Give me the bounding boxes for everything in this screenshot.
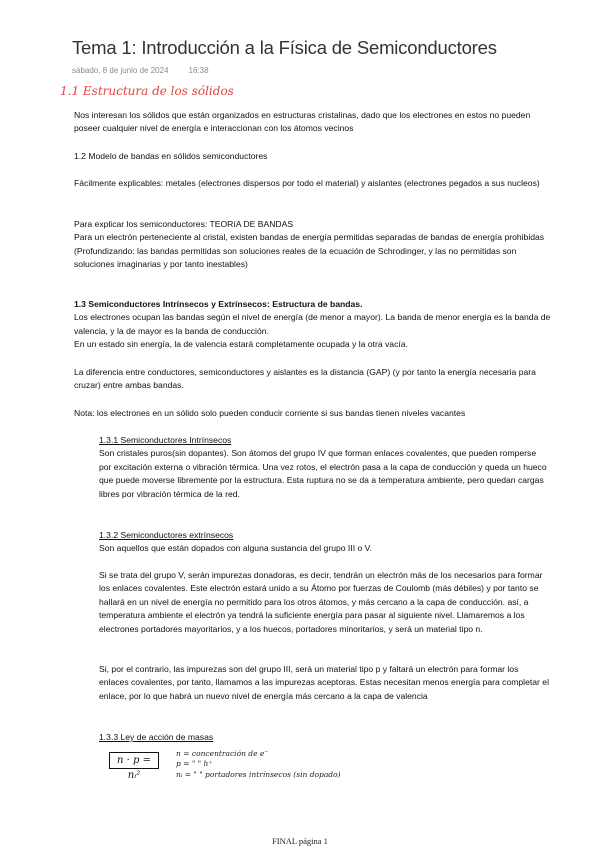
section-1-3-1: 1.3.1 Semiconductores Intrínsecos Son cristales puros(sin dopantes). Son átomos del grupo IV que forman enlaces covalentes, que pueden romperse por excitación externa o vibración térmica. Una vez rotos, el electrón pasa a la capa de conducción y queda un hueco que puede moverse libremente por la estructura. Esta ruptura no se da a temperatura ambiente, pero quedan cargas libres por vibración térmica de la red.	[99, 434, 549, 501]
page-date: sábado, 8 de junio de 2024	[72, 66, 169, 75]
section-1-3-heading: 1.3 Semiconductores Intrínsecos y Extrínsecos: Estructura de bandas.	[74, 299, 363, 309]
intro-paragraph: Nos interesan los sólidos que están organizados en estructuras cristalinas, dado que los electrones en estos no pueden poseer cualquier nivel de energía e interaccionan con los átomos vecinos	[74, 110, 531, 134]
formula-note-n: n = concentración de e⁻	[176, 749, 269, 758]
section-1-3-3-heading: 1.3.3 Ley de acción de masas	[99, 732, 214, 742]
section-1-3-2-heading: 1.3.2 Semiconductores extrínsecos	[99, 530, 234, 540]
formula-note-ni: nᵢ = " " portadores intrínsecos (sin dopado)	[176, 770, 341, 779]
handwritten-section-heading: 1.1 Estructura de los sólidos	[60, 84, 234, 98]
page-metadata	[72, 66, 209, 75]
mass-action-formula: n · p = nᵢ²	[109, 752, 159, 769]
page-title: Tema 1: Introducción a la Física de Semiconductores	[72, 37, 497, 58]
section-1-3-2-group-v: Si se trata del grupo V, serán impurezas donadoras, es decir, tendrán un electrón más de los necesarios para formar los enlaces covalentes. Este electrón estará unido a su Átomo por fuerzas de Coulomb (más débiles) y por tanto se hallará en un nivel de energía no permitido para los otros átomos, y más cercano a la capa de conducción. así, a temperatura ambiente el electrón ya tendrá la suficiente energía para pasar al siguiente nivel. Llamaremos a los electrones portadores mayoritarios, y a los huecos, portadores minoritarios, y será un material tipo n.	[99, 570, 543, 634]
page-time: 16:38	[188, 66, 209, 75]
section-1-2-paragraph-1: Fácilmente explicables: metales (electrones dispersos por todo el material) y aislantes (electrones pegados a sus nucleos)	[74, 178, 540, 188]
section-1-3-note: Nota: los electrones en un sólido solo pueden conducir corriente si sus bandas tienen niveles vacantes	[74, 408, 466, 418]
section-1-3-2-group-iii: Si, por el contrario, las impurezas son del grupo III, será un material tipo p y faltará un electrón para formar los enlaces covalentes, por tanto, llamamos a las impurezas aceptoras. Estas necesitan menos energía para completar el enlace, por lo que habrá un nuevo nivel de energía más cercano a la capa de valencia	[99, 664, 549, 701]
formula-note-p: p = " " h⁺	[176, 759, 213, 768]
section-1-3-2: 1.3.2 Semiconductores extrínsecos Son aquellos que están dopados con alguna sustancia del grupo III o V.	[99, 529, 549, 556]
section-1-2-heading: 1.2 Modelo de bandas en sólidos semiconductores	[74, 151, 268, 161]
section-1-3: 1.3 Semiconductores Intrínsecos y Extrínsecos: Estructura de bandas. Los electrones ocupan las bandas según el nivel de energía (de menor a mayor). La banda de menor energía es la banda de valencia, y la de mayor es la banda de conducción. En un estado sin energía, la de valencia estará completamente ocupada y la otra vacía.	[74, 298, 554, 352]
section-1-3-gap-paragraph: La diferencia entre conductores, semiconductores y aislantes es la distancia (GAP) (y por tanto la energía necesaria para cruzar) entre ambas bandas.	[74, 367, 536, 391]
page-footer: FINAL página 1	[272, 836, 328, 846]
section-1-2-paragraph-2: Para explicar los semiconductores: TEORíA DE BANDAS Para un electrón perteneciente al cristal, existen bandas de energía permitidas separadas de bandas de energía prohibidas (Profundizando: las bandas permitidas son soluciones reales de la ecuación de Schrodinger, y las no permitidas son soluciones imaginarias y por tanto inestables)	[74, 219, 545, 270]
section-1-3-1-heading: 1.3.1 Semiconductores Intrínsecos	[99, 435, 232, 445]
